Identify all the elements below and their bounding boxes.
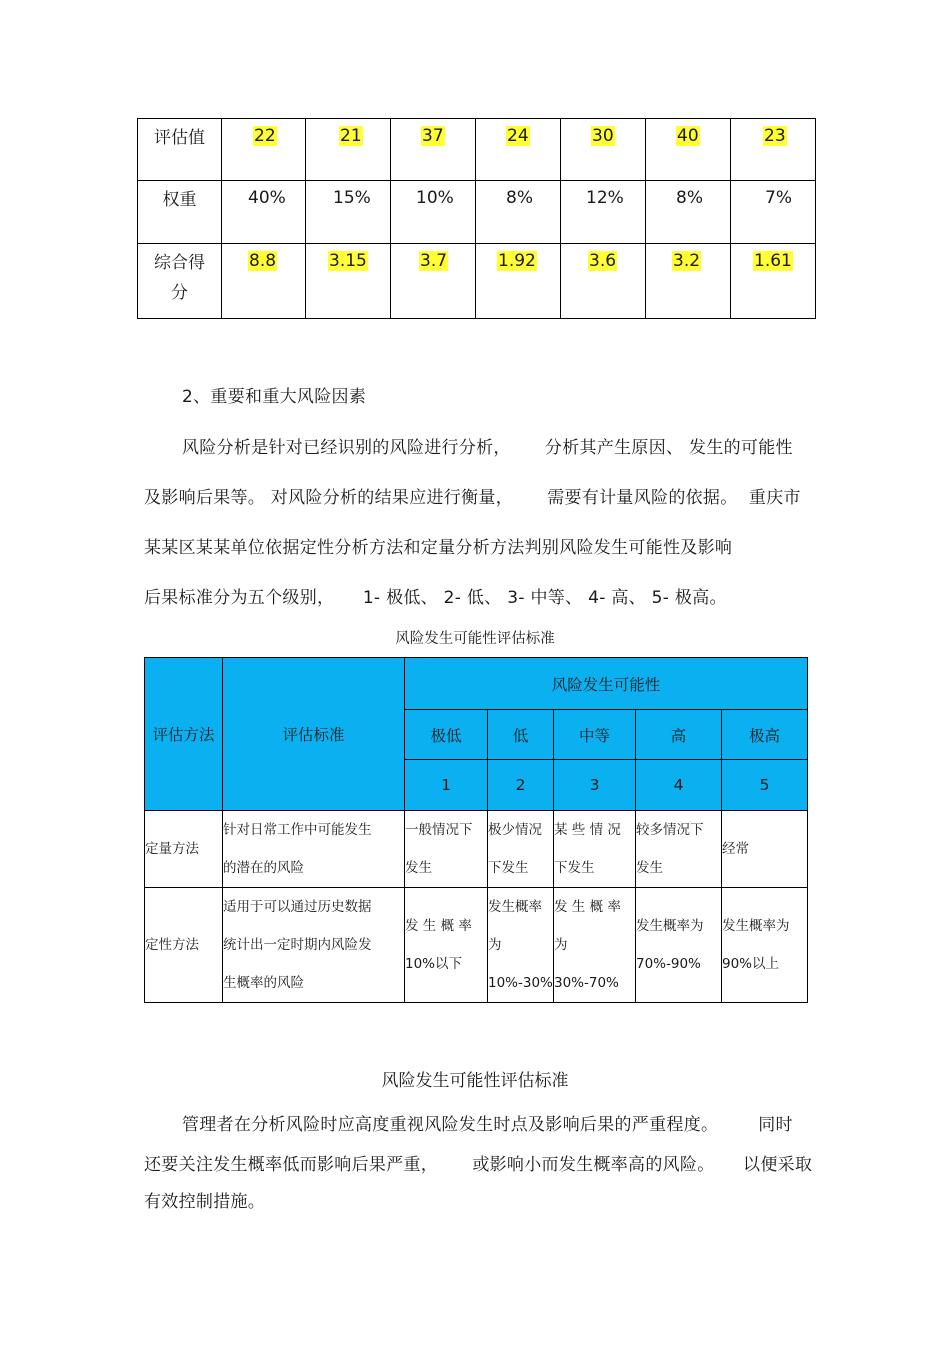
composite-value: 1.61: [754, 251, 792, 271]
weight-value: 10%: [416, 188, 454, 208]
header-possibility-group: 风险发生可能性: [405, 658, 808, 710]
composite-value: 3.15: [329, 251, 367, 271]
score-value: 37: [422, 126, 444, 146]
row-label-weight: [138, 181, 222, 244]
composite-value: 8.8: [249, 251, 277, 271]
cell-line: 某 些 情 况: [554, 822, 621, 838]
row-label-line: 权重: [162, 190, 197, 210]
header-level: 极低: [405, 710, 488, 760]
table-row: [138, 244, 816, 319]
row-label-line: 分: [171, 283, 188, 303]
cell-line: 发生概率为: [636, 918, 704, 934]
paragraph-line: 及影响后果等。 对风险分析的结果应进行衡量， 需要有计量风险的依据。 重庆市: [144, 488, 801, 508]
paragraph-line: 后果标准分为五个级别， 1- 极低、 2- 低、 3- 中等、 4- 高、 5- 极高。: [144, 588, 727, 608]
section-heading: 2、重要和重大风险因素: [182, 387, 367, 407]
possibility-table: [144, 657, 808, 1003]
cell-line: 下发生: [488, 860, 529, 876]
row-cell: [554, 888, 636, 1003]
weight-value: 40%: [248, 188, 286, 208]
row-label-composite: [138, 244, 222, 319]
cell-line: 10%-30%: [488, 975, 553, 991]
weight-value: 12%: [586, 188, 624, 208]
cell-line: 发 生 概 率: [554, 899, 621, 915]
row-cell: [636, 811, 722, 888]
cell-line: 下发生: [554, 860, 595, 876]
cell-line: 一般情况下: [405, 822, 473, 838]
row-cell: [488, 811, 554, 888]
score-value: 24: [507, 126, 529, 146]
table-row: [145, 811, 808, 888]
row-label-evaluation: [138, 119, 222, 181]
header-method: 评估方法: [145, 658, 223, 811]
row-cell: [405, 811, 488, 888]
table-row: [138, 181, 816, 244]
header-number: 3: [554, 760, 636, 811]
weight-value: 8%: [676, 188, 703, 208]
cell-line: 为: [488, 937, 502, 953]
row-cell: [488, 888, 554, 1003]
cell-line: 90%以上: [722, 956, 780, 972]
header-level: 极高: [722, 710, 808, 760]
criteria-line: 适用于可以通过历史数据: [223, 899, 372, 915]
row-cell: [554, 811, 636, 888]
row-label-line: 评估值: [154, 128, 205, 148]
paragraph-line: 管理者在分析风险时应高度重视风险发生时点及影响后果的严重程度。 同时: [182, 1115, 793, 1135]
paragraph-line: 风险分析是针对已经识别的风险进行分析， 分析其产生原因、 发生的可能性: [182, 438, 793, 458]
composite-value: 3.6: [589, 251, 617, 271]
cell-line: 30%-70%: [554, 975, 619, 991]
row-cell: [636, 888, 722, 1003]
row-method: 定量方法: [145, 811, 223, 888]
composite-value: 3.2: [673, 251, 701, 271]
paragraph-line: 某某区某某单位依据定性分析方法和定量分析方法判别风险发生可能性及影响: [144, 538, 733, 558]
row-cell: [405, 888, 488, 1003]
table-row: [145, 888, 808, 1003]
table-row: [138, 119, 816, 181]
criteria-line: 统计出一定时期内风险发: [223, 937, 372, 953]
weight-value: 15%: [333, 188, 371, 208]
header-level: 高: [636, 710, 722, 760]
cell-line: 发生概率为: [722, 918, 790, 934]
cell-line: 较多情况下: [636, 822, 704, 838]
weight-value: 8%: [506, 188, 533, 208]
cell-line: 发 生 概 率: [405, 918, 472, 934]
table-row: [145, 658, 808, 710]
cell-line: 发生概率: [488, 899, 542, 915]
cell-line: 70%-90%: [636, 956, 701, 972]
paragraph-line: 还要关注发生概率低而影响后果严重， 或影响小而发生概率高的风险。 以便采取: [144, 1155, 813, 1175]
row-cell: [722, 811, 808, 888]
header-number: 4: [636, 760, 722, 811]
composite-value: 1.92: [498, 251, 536, 271]
header-number: 1: [405, 760, 488, 811]
paragraph-line: 有效控制措施。: [144, 1192, 266, 1212]
score-value: 23: [764, 126, 786, 146]
score-value: 21: [340, 126, 362, 146]
cell-line: 极少情况: [488, 822, 542, 838]
header-number: 5: [722, 760, 808, 811]
cell-line: 发生: [636, 860, 663, 876]
sub-heading: 风险发生可能性评估标准: [381, 1071, 569, 1091]
row-method: 定性方法: [145, 888, 223, 1003]
weight-value: 7%: [765, 188, 792, 208]
header-level: 低: [488, 710, 554, 760]
row-criteria: [223, 811, 405, 888]
criteria-line: 生概率的风险: [223, 975, 304, 991]
header-criteria: 评估标准: [223, 658, 405, 811]
row-criteria: [223, 888, 405, 1003]
score-value: 40: [677, 126, 699, 146]
cell-line: 10%以下: [405, 956, 463, 972]
header-number: 2: [488, 760, 554, 811]
table-caption: 风险发生可能性评估标准: [395, 631, 555, 647]
header-level: 中等: [554, 710, 636, 760]
score-value: 22: [254, 126, 276, 146]
cell-line: 为: [554, 937, 568, 953]
criteria-line: 的潜在的风险: [223, 860, 304, 876]
row-label-line: 综合得: [154, 253, 205, 273]
cell-line: 发生: [405, 860, 432, 876]
cell-line: 经常: [722, 841, 749, 857]
score-value: 30: [592, 126, 614, 146]
score-table: [137, 118, 816, 319]
criteria-line: 针对日常工作中可能发生: [223, 822, 372, 838]
row-cell: [722, 888, 808, 1003]
composite-value: 3.7: [420, 251, 448, 271]
